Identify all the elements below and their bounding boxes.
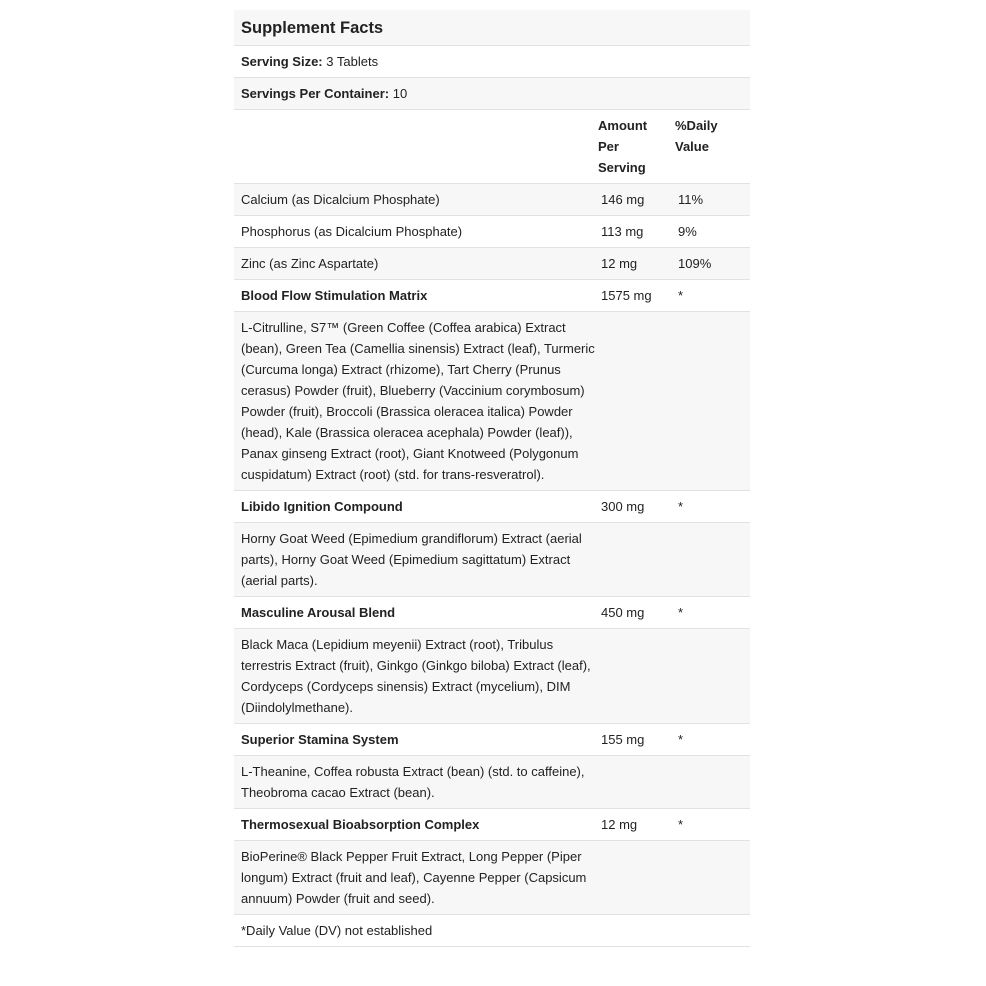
column-header-row xyxy=(234,110,750,184)
nutrient-name: Thermosexual Bioabsorption Complex xyxy=(241,817,480,832)
servings-per-container-row xyxy=(234,78,750,110)
nutrient-dv: * xyxy=(678,817,684,832)
header-dv: Value xyxy=(675,139,709,154)
nutrient-amount: 300 mg xyxy=(601,499,645,514)
header-amount: Serving xyxy=(598,160,646,175)
nutrient-name: Phosphorus (as Dicalcium Phosphate) xyxy=(241,224,463,239)
blend-ingredients-row xyxy=(234,841,750,915)
nutrient-amount: 450 mg xyxy=(601,605,645,620)
title-text: Supplement Facts xyxy=(241,19,384,37)
header-dv: %Daily xyxy=(675,118,718,133)
serving-size-row xyxy=(234,46,750,78)
blend-ingredients: Black Maca (Lepidium meyenii) Extract (root), Tribulus terrestris Extract (fruit), Ginkgo (Ginkgo biloba) Extract (leaf), Cordyceps (Cordyceps sinensis) Extract (mycelium), DIM (Diindolylmethane). xyxy=(241,637,591,715)
blend-ingredients: BioPerine® Black Pepper Fruit Extract, Long Pepper (Piper longum) Extract (fruit and leaf), Cayenne Pepper (Capsicum annuum) Powder (fruit and seed). xyxy=(241,849,587,906)
blend-ingredients-row xyxy=(234,756,750,809)
header-amount: Per xyxy=(598,139,619,154)
blend-ingredients-row xyxy=(234,523,750,597)
nutrient-amount: 113 mg xyxy=(601,224,644,239)
footnote: *Daily Value (DV) not established xyxy=(241,923,433,938)
nutrient-name: Zinc (as Zinc Aspartate) xyxy=(241,256,379,271)
nutrient-dv: 11% xyxy=(678,192,704,207)
blend-ingredients: Horny Goat Weed (Epimedium grandiflorum) Extract (aerial parts), Horny Goat Weed (Epimedium sagittatum) Extract (aerial parts). xyxy=(241,531,582,588)
nutrient-dv: * xyxy=(678,732,684,747)
nutrient-amount: 155 mg xyxy=(601,732,645,747)
nutrient-row xyxy=(234,809,750,841)
nutrient-amount: 1575 mg xyxy=(601,288,652,303)
nutrient-row xyxy=(234,724,750,756)
nutrient-dv: * xyxy=(678,499,684,514)
nutrient-row xyxy=(234,216,750,248)
serving-size-label: Serving Size: xyxy=(241,54,323,69)
nutrient-row xyxy=(234,248,750,280)
nutrient-dv: * xyxy=(678,288,684,303)
nutrient-row xyxy=(234,597,750,629)
nutrient-name: Superior Stamina System xyxy=(241,732,399,747)
blend-ingredients-row xyxy=(234,312,750,491)
nutrient-amount: 146 mg xyxy=(601,192,645,207)
nutrient-name: Blood Flow Stimulation Matrix xyxy=(241,288,428,303)
nutrient-row xyxy=(234,280,750,312)
nutrient-name: Masculine Arousal Blend xyxy=(241,605,396,620)
servings-value: 10 xyxy=(392,86,408,101)
nutrient-dv: * xyxy=(678,605,684,620)
servings-label: Servings Per Container: xyxy=(241,86,390,101)
nutrient-dv: 9% xyxy=(678,224,697,239)
blend-ingredients-row xyxy=(234,629,750,724)
table-title xyxy=(234,10,750,46)
nutrient-amount: 12 mg xyxy=(601,256,638,271)
nutrient-dv: 109% xyxy=(678,256,712,271)
serving-size-value: 3 Tablets xyxy=(326,54,379,69)
supplement-facts-table xyxy=(234,10,750,947)
nutrient-row xyxy=(234,491,750,523)
header-amount: Amount xyxy=(598,118,648,133)
nutrient-name: Libido Ignition Compound xyxy=(241,499,403,514)
blend-ingredients: L-Theanine, Coffea robusta Extract (bean) (std. to caffeine), Theobroma cacao Extract (bean). xyxy=(241,764,585,800)
nutrient-amount: 12 mg xyxy=(601,817,638,832)
blend-ingredients: L-Citrulline, S7™ (Green Coffee (Coffea arabica) Extract (bean), Green Tea (Camellia sinensis) Extract (leaf), Turmeric (Curcuma longa) Extract (rhizome), Tart Cherry (Prunus cerasus) Powder (fruit), Blueberry (Vaccinium corymbosum) Powder (fruit), Broccoli (Brassica oleracea italica) Powder (head), Kale (Brassica oleracea acephala) Powder (leaf)), Panax ginseng Extract (root), Giant Knotweed (Polygonum cuspidatum) Extract (root) (std. for trans-resveratrol). xyxy=(241,320,595,482)
nutrient-row xyxy=(234,184,750,216)
nutrient-name: Calcium (as Dicalcium Phosphate) xyxy=(241,192,440,207)
footnote-row xyxy=(234,915,750,947)
